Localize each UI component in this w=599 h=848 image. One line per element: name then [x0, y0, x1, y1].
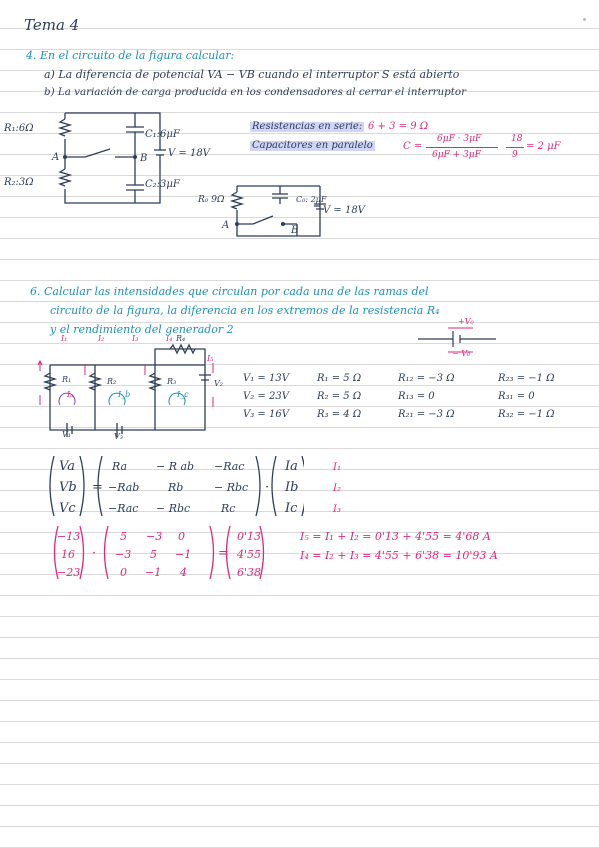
source-plus-label: +V₀ [458, 317, 474, 326]
result-i4: I₄ = I₂ + I₃ = 4'55 + 6'38 = 10'93 A [300, 549, 498, 562]
value-r31: R₃₁ = 0 [498, 391, 535, 402]
problem-4-part-b: b) La variación de carga producida en los condensadores al cerrar el interruptor [44, 86, 467, 98]
m2-r-31: 0 [120, 566, 127, 579]
m1-r-11: Ra [112, 460, 128, 473]
fig2-r-label: R₀ 9Ω [198, 195, 225, 205]
value-r13: R₁₃ = 0 [398, 391, 435, 402]
series-equation: 6 + 3 = 9 Ω [368, 121, 429, 132]
circuit-i2: I₂ [98, 334, 105, 343]
value-v1: V₁ = 13V [243, 373, 289, 384]
parallel-denominator: 6μF + 3μF [432, 150, 481, 160]
m2-r-12: −3 [146, 530, 163, 543]
problem-6-line-2: circuito de la figura, la diferencia en los extremos de la resistencia R₄ [50, 304, 440, 317]
result-i5: I₅ = I₁ + I₂ = 0'13 + 4'55 = 4'68 A [300, 530, 491, 543]
fig2-c-label: C₀: 2μF [296, 195, 327, 204]
parallel-frac-bar [506, 147, 524, 148]
circuit-ia: Iₐ [67, 390, 74, 399]
m2-r-11: 5 [120, 530, 127, 543]
value-r21: R₂₁ = −3 Ω [398, 409, 455, 420]
fig1-node-b: B [140, 153, 148, 164]
fig2-node-b: B [291, 225, 299, 236]
m2-v-1: −13 [57, 530, 81, 543]
fig1-node-a: A [52, 152, 60, 163]
fig1-voltage-label: V = 18V [168, 148, 210, 159]
m1-r-13: −Rac [214, 460, 245, 473]
m2-equals: = [218, 546, 229, 561]
page-title: Tema 4 [24, 16, 80, 34]
circuit-r1: R₁ [62, 375, 72, 384]
fig1-r2-label: R₂:3Ω [4, 177, 34, 188]
m1-r-22: Rb [168, 481, 184, 494]
circuit-i3: I₃ [132, 334, 139, 343]
value-r23: R₂₃ = −1 Ω [498, 373, 555, 384]
value-r32: R₃₂ = −1 Ω [498, 409, 555, 420]
value-r2: R₂ = 5 Ω [317, 391, 362, 402]
m2-r-21: −3 [115, 548, 132, 561]
m1-side-1: I₁ [333, 462, 341, 473]
m1-r-32: − Rbc [156, 502, 191, 515]
circuit-v1: V₁ [62, 430, 71, 439]
m1-r-33: Rc [221, 502, 236, 515]
parallel-frac-numerator: 18 [511, 134, 523, 144]
parallel-c: C = [403, 141, 423, 152]
parallel-fraction-bar [426, 147, 498, 148]
problem-4-heading: 4. En el circuito de la figura calcular: [26, 49, 235, 62]
parallel-frac-denominator: 9 [512, 150, 518, 160]
m1-r-23: − Rbc [214, 481, 249, 494]
parallel-result: = 2 μF [526, 141, 561, 152]
m1-side-3: I₃ [333, 504, 341, 515]
circuit-i1: I₁ [61, 334, 68, 343]
value-v3: V₃ = 16V [243, 409, 289, 420]
circuit-v3: V₃ [114, 432, 123, 441]
circuit-figure-2 [225, 180, 335, 242]
circuit-r2: R₂ [107, 377, 117, 386]
m1-i-c: Ic [285, 501, 298, 516]
m1-i-a: Ia [285, 459, 298, 474]
m1-equals: = [92, 480, 103, 495]
fig1-c1-label: C₁:6μF [145, 129, 180, 140]
problem-6-heading: 6. Calcular las intensidades que circulan por cada una de las ramas del [30, 285, 429, 298]
m2-r-22: 5 [150, 548, 157, 561]
m1-v-b: Vb [59, 480, 77, 495]
value-r12: R₁₂ = −3 Ω [398, 373, 455, 384]
problem-4-part-a: a) La diferencia de potencial VA − VB cuando el interruptor S está abierto [44, 68, 460, 81]
parallel-numerator: 6μF · 3μF [437, 134, 482, 144]
m1-r-31: −Rac [108, 502, 139, 515]
m2-i-1: 0'13 [237, 530, 262, 543]
m1-v-a: Va [59, 459, 75, 474]
circuit-i4: I₄ [166, 334, 173, 343]
m1-v-c: Vc [59, 501, 76, 516]
m1-r-12: − R ab [156, 460, 195, 473]
m2-r-32: −1 [145, 566, 162, 579]
m2-r-13: 0 [178, 530, 185, 543]
value-r3: R₃ = 4 Ω [317, 409, 362, 420]
m2-v-2: 16 [61, 548, 75, 561]
circuit-r3: R₃ [167, 377, 177, 386]
value-r1: R₁ = 5 Ω [317, 373, 362, 384]
m2-r-23: −1 [175, 548, 192, 561]
m1-i-b: Ib [285, 480, 299, 495]
m2-v-3: −23 [57, 566, 81, 579]
m1-side-2: I₂ [333, 483, 341, 494]
circuit-ic: I_c [177, 390, 189, 399]
source-minus-label: − V₀ [452, 349, 471, 358]
m2-r-33: 4 [180, 566, 187, 579]
circuit-ib: I_b [118, 390, 131, 399]
parallel-label: Capacitores en paralelo [252, 140, 373, 151]
fig1-r1-label: R₁:6Ω [4, 123, 34, 134]
m2-i-2: 4'55 [237, 548, 262, 561]
m2-i-3: 6'38 [237, 566, 262, 579]
series-label: Resistencias en serie: [252, 121, 363, 132]
m2-dot: · [92, 546, 97, 561]
circuit-v2: V₂ [214, 379, 223, 388]
fig2-node-a: A [222, 220, 230, 231]
m1-dot: · [265, 480, 270, 495]
value-v2: V₂ = 23V [243, 391, 289, 402]
fig2-voltage-label: V = 18V [323, 205, 365, 216]
circuit-r4: R₄ [176, 334, 186, 343]
page-dot [583, 18, 586, 21]
circuit-i5: I₅ [207, 354, 214, 363]
problem-6-line-3: y el rendimiento del generador 2 [50, 323, 234, 336]
fig1-c2-label: C₂:3μF [145, 179, 180, 190]
m1-r-21: −Rab [108, 481, 140, 494]
